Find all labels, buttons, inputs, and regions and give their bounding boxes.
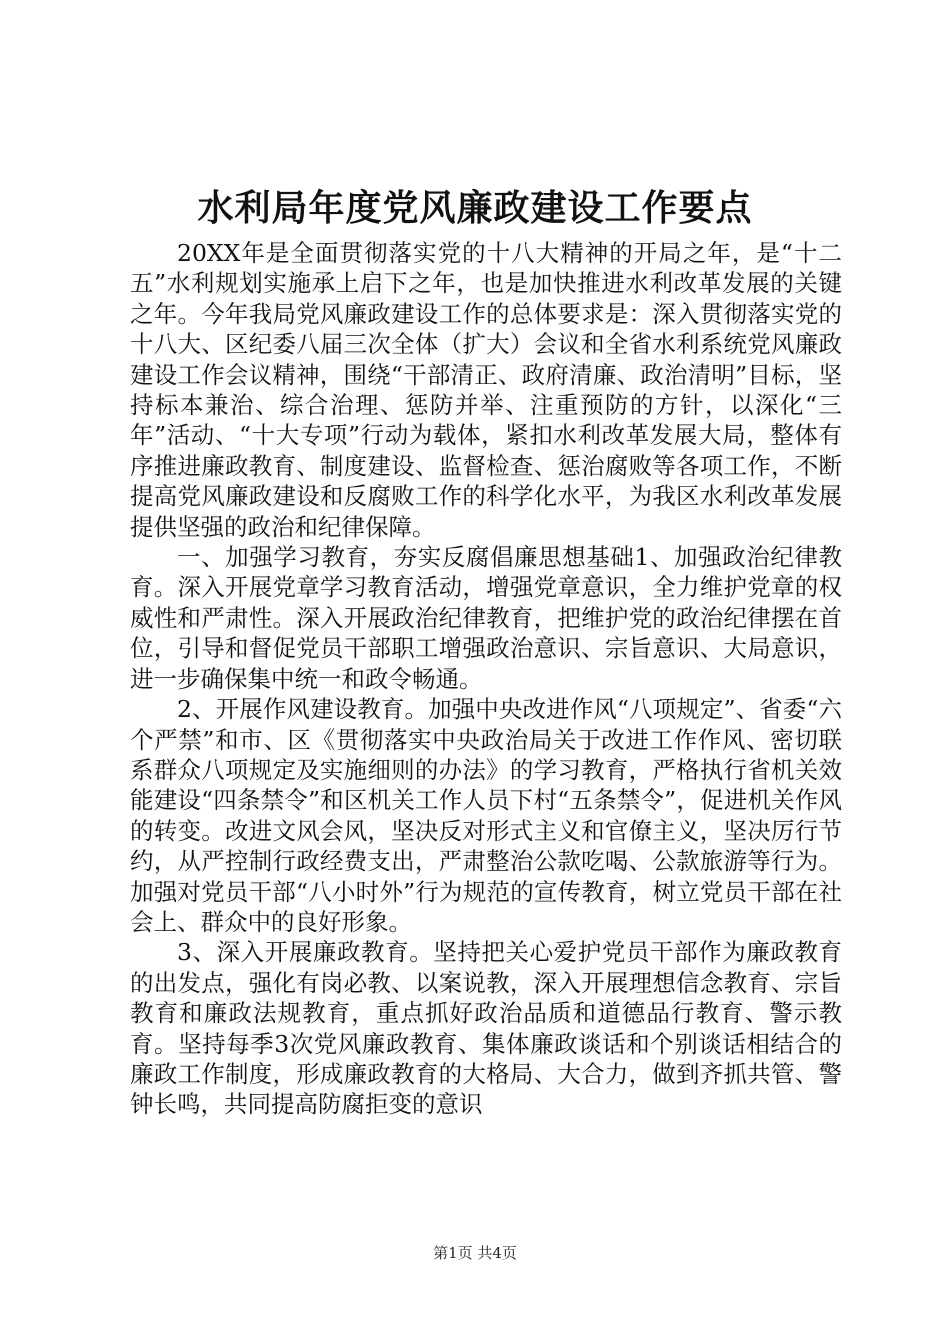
page-number-footer: 第1页 共4页 <box>433 1244 517 1262</box>
paragraph-section-1: 一、加强学习教育，夯实反腐倡廉思想基础1、加强政治纪律教育。深入开展党章学习教育活动，增强党章意识，全力维护党章的权威性和严肃性。深入开展政治纪律教育，把维护党的政治纪律摆在首位，引导和督促党员干部职工增强政治意识、宗旨意识、大局意识，进一步确保集中统一和政令畅通。 <box>130 543 842 693</box>
paragraph-section-3: 3、深入开展廉政教育。坚持把关心爱护党员干部作为廉政教育的出发点，强化有岗必教、以案说教，深入开展理想信念教育、宗旨教育和廉政法规教育，重点抓好政治品质和道德品行教育、警示教育。坚持每季3次党风廉政教育、集体廉政谈话和个别谈话相结合的廉政工作制度，形成廉政教育的大格局、大合力，做到齐抓共管、警钟长鸣，共同提高防腐拒变的意识 <box>130 938 842 1119</box>
document-body <box>130 238 842 1120</box>
paragraph-section-2: 2、开展作风建设教育。加强中央改进作风“八项规定”、省委“六个严禁”和市、区《贯彻落实中央政治局关于改进工作作风、密切联系群众八项规定及实施细则的办法》的学习教育，严格执行省机关效能建设“四条禁令”和区机关工作人员下村“五条禁令”，促进机关作风的转变。改进文风会风，坚决反对形式主义和官僚主义，坚决厉行节约，从严控制行政经费支出，严肃整治公款吃喝、公款旅游等行为。加强对党员干部“八小时外”行为规范的宣传教育，树立党员干部在社会上、群众中的良好形象。 <box>130 695 842 936</box>
document-title: 水利局年度党风廉政建设工作要点 <box>197 187 753 229</box>
paragraph-intro: 20XX年是全面贯彻落实党的十八大精神的开局之年，是“十二五”水利规划实施承上启下之年，也是加快推进水利改革发展的关键之年。今年我局党风廉政建设工作的总体要求是：深入贯彻落实党的十八大、区纪委八届三次全体（扩大）会议和全省水利系统党风廉政建设工作会议精神，围绕“干部清正、政府清廉、政治清明”目标，坚持标本兼治、综合治理、惩防并举、注重预防的方针，以深化“三年”活动、“十大专项”行动为载体，紧扣水利改革发展大局，整体有序推进廉政教育、制度建设、监督检查、惩治腐败等各项工作，不断提高党风廉政建设和反腐败工作的科学化水平，为我区水利改革发展提供坚强的政治和纪律保障。 <box>130 239 842 541</box>
